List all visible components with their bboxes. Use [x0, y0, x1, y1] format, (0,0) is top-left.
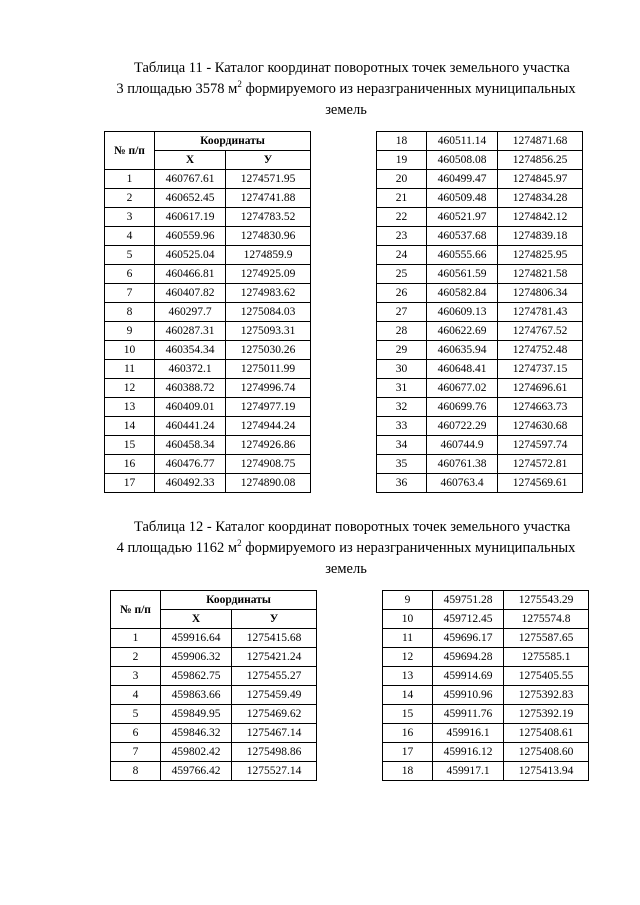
cell-y: 1274572.81 [498, 455, 583, 474]
cell-y: 1274944.24 [226, 417, 311, 436]
cell-x: 460476.77 [155, 455, 226, 474]
cell-y: 1274806.34 [498, 284, 583, 303]
table12-caption-line3: земель [325, 561, 367, 577]
cell-x: 459911.76 [433, 705, 504, 724]
cell-x: 460388.72 [155, 379, 226, 398]
table12-left [110, 590, 317, 781]
cell-num: 13 [105, 398, 155, 417]
cell-x: 460648.41 [427, 360, 498, 379]
cell-num: 5 [105, 246, 155, 265]
cell-y: 1275405.55 [504, 667, 589, 686]
cell-x: 459846.32 [161, 724, 232, 743]
table-row [105, 322, 311, 341]
table-row [111, 629, 317, 648]
table-row [377, 474, 583, 493]
cell-y: 1274856.25 [498, 151, 583, 170]
table-row [383, 610, 589, 629]
table-row [105, 284, 311, 303]
cell-num: 12 [383, 648, 433, 667]
table-row [111, 762, 317, 781]
cell-x: 459910.96 [433, 686, 504, 705]
cell-y: 1274783.52 [226, 208, 311, 227]
cell-x: 460761.38 [427, 455, 498, 474]
cell-y: 1274839.18 [498, 227, 583, 246]
cell-y: 1275421.24 [232, 648, 317, 667]
cell-num: 28 [377, 322, 427, 341]
cell-num: 17 [383, 743, 433, 762]
cell-x: 460407.82 [155, 284, 226, 303]
cell-x: 460508.08 [427, 151, 498, 170]
cell-y: 1274737.15 [498, 360, 583, 379]
cell-num: 22 [377, 208, 427, 227]
cell-y: 1274767.52 [498, 322, 583, 341]
cell-num: 15 [383, 705, 433, 724]
cell-y: 1274926.86 [226, 436, 311, 455]
table-row [105, 474, 311, 493]
table-row [105, 379, 311, 398]
col-header-y: У [232, 610, 317, 629]
table-row [377, 436, 583, 455]
cell-num: 5 [111, 705, 161, 724]
cell-num: 15 [105, 436, 155, 455]
table-row [377, 417, 583, 436]
cell-y: 1274908.75 [226, 455, 311, 474]
cell-x: 460521.97 [427, 208, 498, 227]
cell-num: 31 [377, 379, 427, 398]
cell-num: 32 [377, 398, 427, 417]
table12-caption [96, 517, 596, 580]
cell-x: 460509.48 [427, 189, 498, 208]
cell-num: 24 [377, 246, 427, 265]
cell-x: 460677.02 [427, 379, 498, 398]
cell-y: 1275543.29 [504, 591, 589, 610]
cell-x: 460466.81 [155, 265, 226, 284]
table-row [377, 208, 583, 227]
cell-y: 1274983.62 [226, 284, 311, 303]
cell-y: 1275392.19 [504, 705, 589, 724]
table12-caption-line2: 4 площадью 1162 $м^2$ формируемого из неразграниченных муниципальных [116, 538, 576, 556]
cell-num: 18 [383, 762, 433, 781]
cell-y: 1275392.83 [504, 686, 589, 705]
table-row [377, 265, 583, 284]
table-row [383, 648, 589, 667]
cell-num: 10 [105, 341, 155, 360]
cell-y: 1274571.95 [226, 170, 311, 189]
cell-y: 1274825.95 [498, 246, 583, 265]
cell-x: 459696.17 [433, 629, 504, 648]
cell-y: 1275084.03 [226, 303, 311, 322]
cell-x: 460561.59 [427, 265, 498, 284]
cell-y: 1275574.8 [504, 610, 589, 629]
cell-x: 460582.84 [427, 284, 498, 303]
cell-x: 460499.47 [427, 170, 498, 189]
cell-num: 30 [377, 360, 427, 379]
cell-num: 25 [377, 265, 427, 284]
cell-x: 460763.4 [427, 474, 498, 493]
cell-num: 6 [105, 265, 155, 284]
table-row [111, 686, 317, 705]
cell-num: 1 [111, 629, 161, 648]
cell-num: 9 [105, 322, 155, 341]
cell-y: 1274741.88 [226, 189, 311, 208]
cell-x: 459916.12 [433, 743, 504, 762]
cell-x: 459802.42 [161, 743, 232, 762]
table11-right [376, 131, 583, 493]
cell-y: 1274859.9 [226, 246, 311, 265]
cell-num: 3 [111, 667, 161, 686]
cell-num: 2 [111, 648, 161, 667]
cell-num: 12 [105, 379, 155, 398]
table-row [105, 208, 311, 227]
cell-y: 1275408.60 [504, 743, 589, 762]
table-row [377, 398, 583, 417]
table-row [377, 379, 583, 398]
cell-y: 1274830.96 [226, 227, 311, 246]
cell-num: 27 [377, 303, 427, 322]
cell-x: 460635.94 [427, 341, 498, 360]
table-row [377, 322, 583, 341]
cell-num: 14 [105, 417, 155, 436]
table-row [105, 189, 311, 208]
cell-num: 21 [377, 189, 427, 208]
table-row [111, 724, 317, 743]
table-row [105, 436, 311, 455]
cell-y: 1274834.28 [498, 189, 583, 208]
cell-y: 1274977.19 [226, 398, 311, 417]
cell-x: 460609.13 [427, 303, 498, 322]
cell-num: 26 [377, 284, 427, 303]
table-row [383, 743, 589, 762]
cell-x: 460699.76 [427, 398, 498, 417]
cell-x: 459694.28 [433, 648, 504, 667]
table-row [377, 284, 583, 303]
cell-num: 18 [377, 132, 427, 151]
cell-y: 1274663.73 [498, 398, 583, 417]
cell-num: 16 [383, 724, 433, 743]
cell-num: 35 [377, 455, 427, 474]
cell-y: 1274925.09 [226, 265, 311, 284]
cell-x: 460492.33 [155, 474, 226, 493]
table-row [383, 591, 589, 610]
cell-x: 460372.1 [155, 360, 226, 379]
cell-x: 459906.32 [161, 648, 232, 667]
cell-y: 1274752.48 [498, 341, 583, 360]
table-row [377, 132, 583, 151]
cell-num: 3 [105, 208, 155, 227]
cell-num: 33 [377, 417, 427, 436]
cell-num: 4 [111, 686, 161, 705]
table-row [105, 360, 311, 379]
cell-x: 460537.68 [427, 227, 498, 246]
cell-y: 1275415.68 [232, 629, 317, 648]
table11-caption-line3: земель [325, 102, 367, 118]
table-row [377, 151, 583, 170]
table-row [377, 360, 583, 379]
cell-num: 20 [377, 170, 427, 189]
cell-y: 1275030.26 [226, 341, 311, 360]
table-row [383, 686, 589, 705]
cell-x: 460652.45 [155, 189, 226, 208]
cell-num: 19 [377, 151, 427, 170]
cell-y: 1274871.68 [498, 132, 583, 151]
cell-x: 459917.1 [433, 762, 504, 781]
cell-x: 460722.29 [427, 417, 498, 436]
cell-x: 459916.1 [433, 724, 504, 743]
cell-y: 1275527.14 [232, 762, 317, 781]
table-row [105, 455, 311, 474]
cell-num: 11 [105, 360, 155, 379]
table11-caption-line1: Таблица 11 - Каталог координат поворотных точек земельного участка [134, 60, 570, 76]
table-row [377, 227, 583, 246]
table-row [111, 743, 317, 762]
cell-num: 8 [105, 303, 155, 322]
cell-y: 1274890.08 [226, 474, 311, 493]
cell-num: 34 [377, 436, 427, 455]
cell-x: 459751.28 [433, 591, 504, 610]
cell-y: 1275587.65 [504, 629, 589, 648]
table-row [377, 455, 583, 474]
cell-y: 1275498.86 [232, 743, 317, 762]
col-header-coords: Координаты [161, 591, 317, 610]
col-header-y: У [226, 151, 311, 170]
cell-y: 1274696.61 [498, 379, 583, 398]
cell-num: 23 [377, 227, 427, 246]
cell-x: 459862.75 [161, 667, 232, 686]
table-row [105, 341, 311, 360]
table-row [105, 303, 311, 322]
table-row [377, 246, 583, 265]
cell-x: 459863.66 [161, 686, 232, 705]
table-row [383, 724, 589, 743]
cell-x: 460555.66 [427, 246, 498, 265]
cell-y: 1274845.97 [498, 170, 583, 189]
table-row [383, 705, 589, 724]
cell-x: 459916.64 [161, 629, 232, 648]
table-row [383, 667, 589, 686]
cell-y: 1275408.61 [504, 724, 589, 743]
cell-num: 8 [111, 762, 161, 781]
table12-right [382, 590, 589, 781]
cell-num: 6 [111, 724, 161, 743]
table12-caption-line1: Таблица 12 - Каталог координат поворотных точек земельного участка [134, 519, 571, 535]
cell-x: 459914.69 [433, 667, 504, 686]
col-header-num: № п/п [111, 591, 161, 629]
cell-num: 16 [105, 455, 155, 474]
cell-x: 460525.04 [155, 246, 226, 265]
cell-y: 1275413.94 [504, 762, 589, 781]
cell-x: 459849.95 [161, 705, 232, 724]
cell-x: 459766.42 [161, 762, 232, 781]
table-row [105, 170, 311, 189]
cell-y: 1274842.12 [498, 208, 583, 227]
cell-y: 1275011.99 [226, 360, 311, 379]
cell-y: 1275455.27 [232, 667, 317, 686]
cell-x: 460559.96 [155, 227, 226, 246]
cell-y: 1275459.49 [232, 686, 317, 705]
cell-x: 460744.9 [427, 436, 498, 455]
table-row [111, 648, 317, 667]
cell-num: 4 [105, 227, 155, 246]
table-row [105, 417, 311, 436]
cell-num: 29 [377, 341, 427, 360]
cell-y: 1274781.43 [498, 303, 583, 322]
cell-x: 460297.7 [155, 303, 226, 322]
table-row [111, 705, 317, 724]
cell-y: 1274821.58 [498, 265, 583, 284]
cell-num: 17 [105, 474, 155, 493]
cell-num: 2 [105, 189, 155, 208]
cell-num: 1 [105, 170, 155, 189]
table-row [377, 341, 583, 360]
cell-y: 1275467.14 [232, 724, 317, 743]
col-header-num: № п/п [105, 132, 155, 170]
cell-x: 460622.69 [427, 322, 498, 341]
cell-x: 460409.01 [155, 398, 226, 417]
cell-x: 460287.31 [155, 322, 226, 341]
cell-num: 13 [383, 667, 433, 686]
cell-y: 1274569.61 [498, 474, 583, 493]
table-row [383, 762, 589, 781]
table-row [105, 246, 311, 265]
cell-num: 14 [383, 686, 433, 705]
table-row [111, 667, 317, 686]
cell-x: 460511.14 [427, 132, 498, 151]
table-row [383, 629, 589, 648]
table11-left [104, 131, 311, 493]
cell-x: 460354.34 [155, 341, 226, 360]
table-row [377, 170, 583, 189]
cell-y: 1275469.62 [232, 705, 317, 724]
table-row [377, 303, 583, 322]
table-row [377, 189, 583, 208]
cell-num: 36 [377, 474, 427, 493]
table11-caption-line2: 3 площадью 3578 $м^2$ формируемого из неразграниченных муниципальных [116, 79, 576, 97]
cell-num: 7 [111, 743, 161, 762]
cell-y: 1274630.68 [498, 417, 583, 436]
cell-num: 7 [105, 284, 155, 303]
cell-y: 1274996.74 [226, 379, 311, 398]
table-row [105, 265, 311, 284]
cell-num: 9 [383, 591, 433, 610]
cell-x: 460458.34 [155, 436, 226, 455]
col-header-x: Х [155, 151, 226, 170]
cell-y: 1274597.74 [498, 436, 583, 455]
cell-y: 1275585.1 [504, 648, 589, 667]
col-header-x: Х [161, 610, 232, 629]
cell-num: 11 [383, 629, 433, 648]
cell-num: 10 [383, 610, 433, 629]
cell-y: 1275093.31 [226, 322, 311, 341]
cell-x: 459712.45 [433, 610, 504, 629]
cell-x: 460441.24 [155, 417, 226, 436]
cell-x: 460767.61 [155, 170, 226, 189]
cell-x: 460617.19 [155, 208, 226, 227]
table-row [105, 398, 311, 417]
col-header-coords: Координаты [155, 132, 311, 151]
table11-caption [96, 58, 596, 121]
table-row [105, 227, 311, 246]
